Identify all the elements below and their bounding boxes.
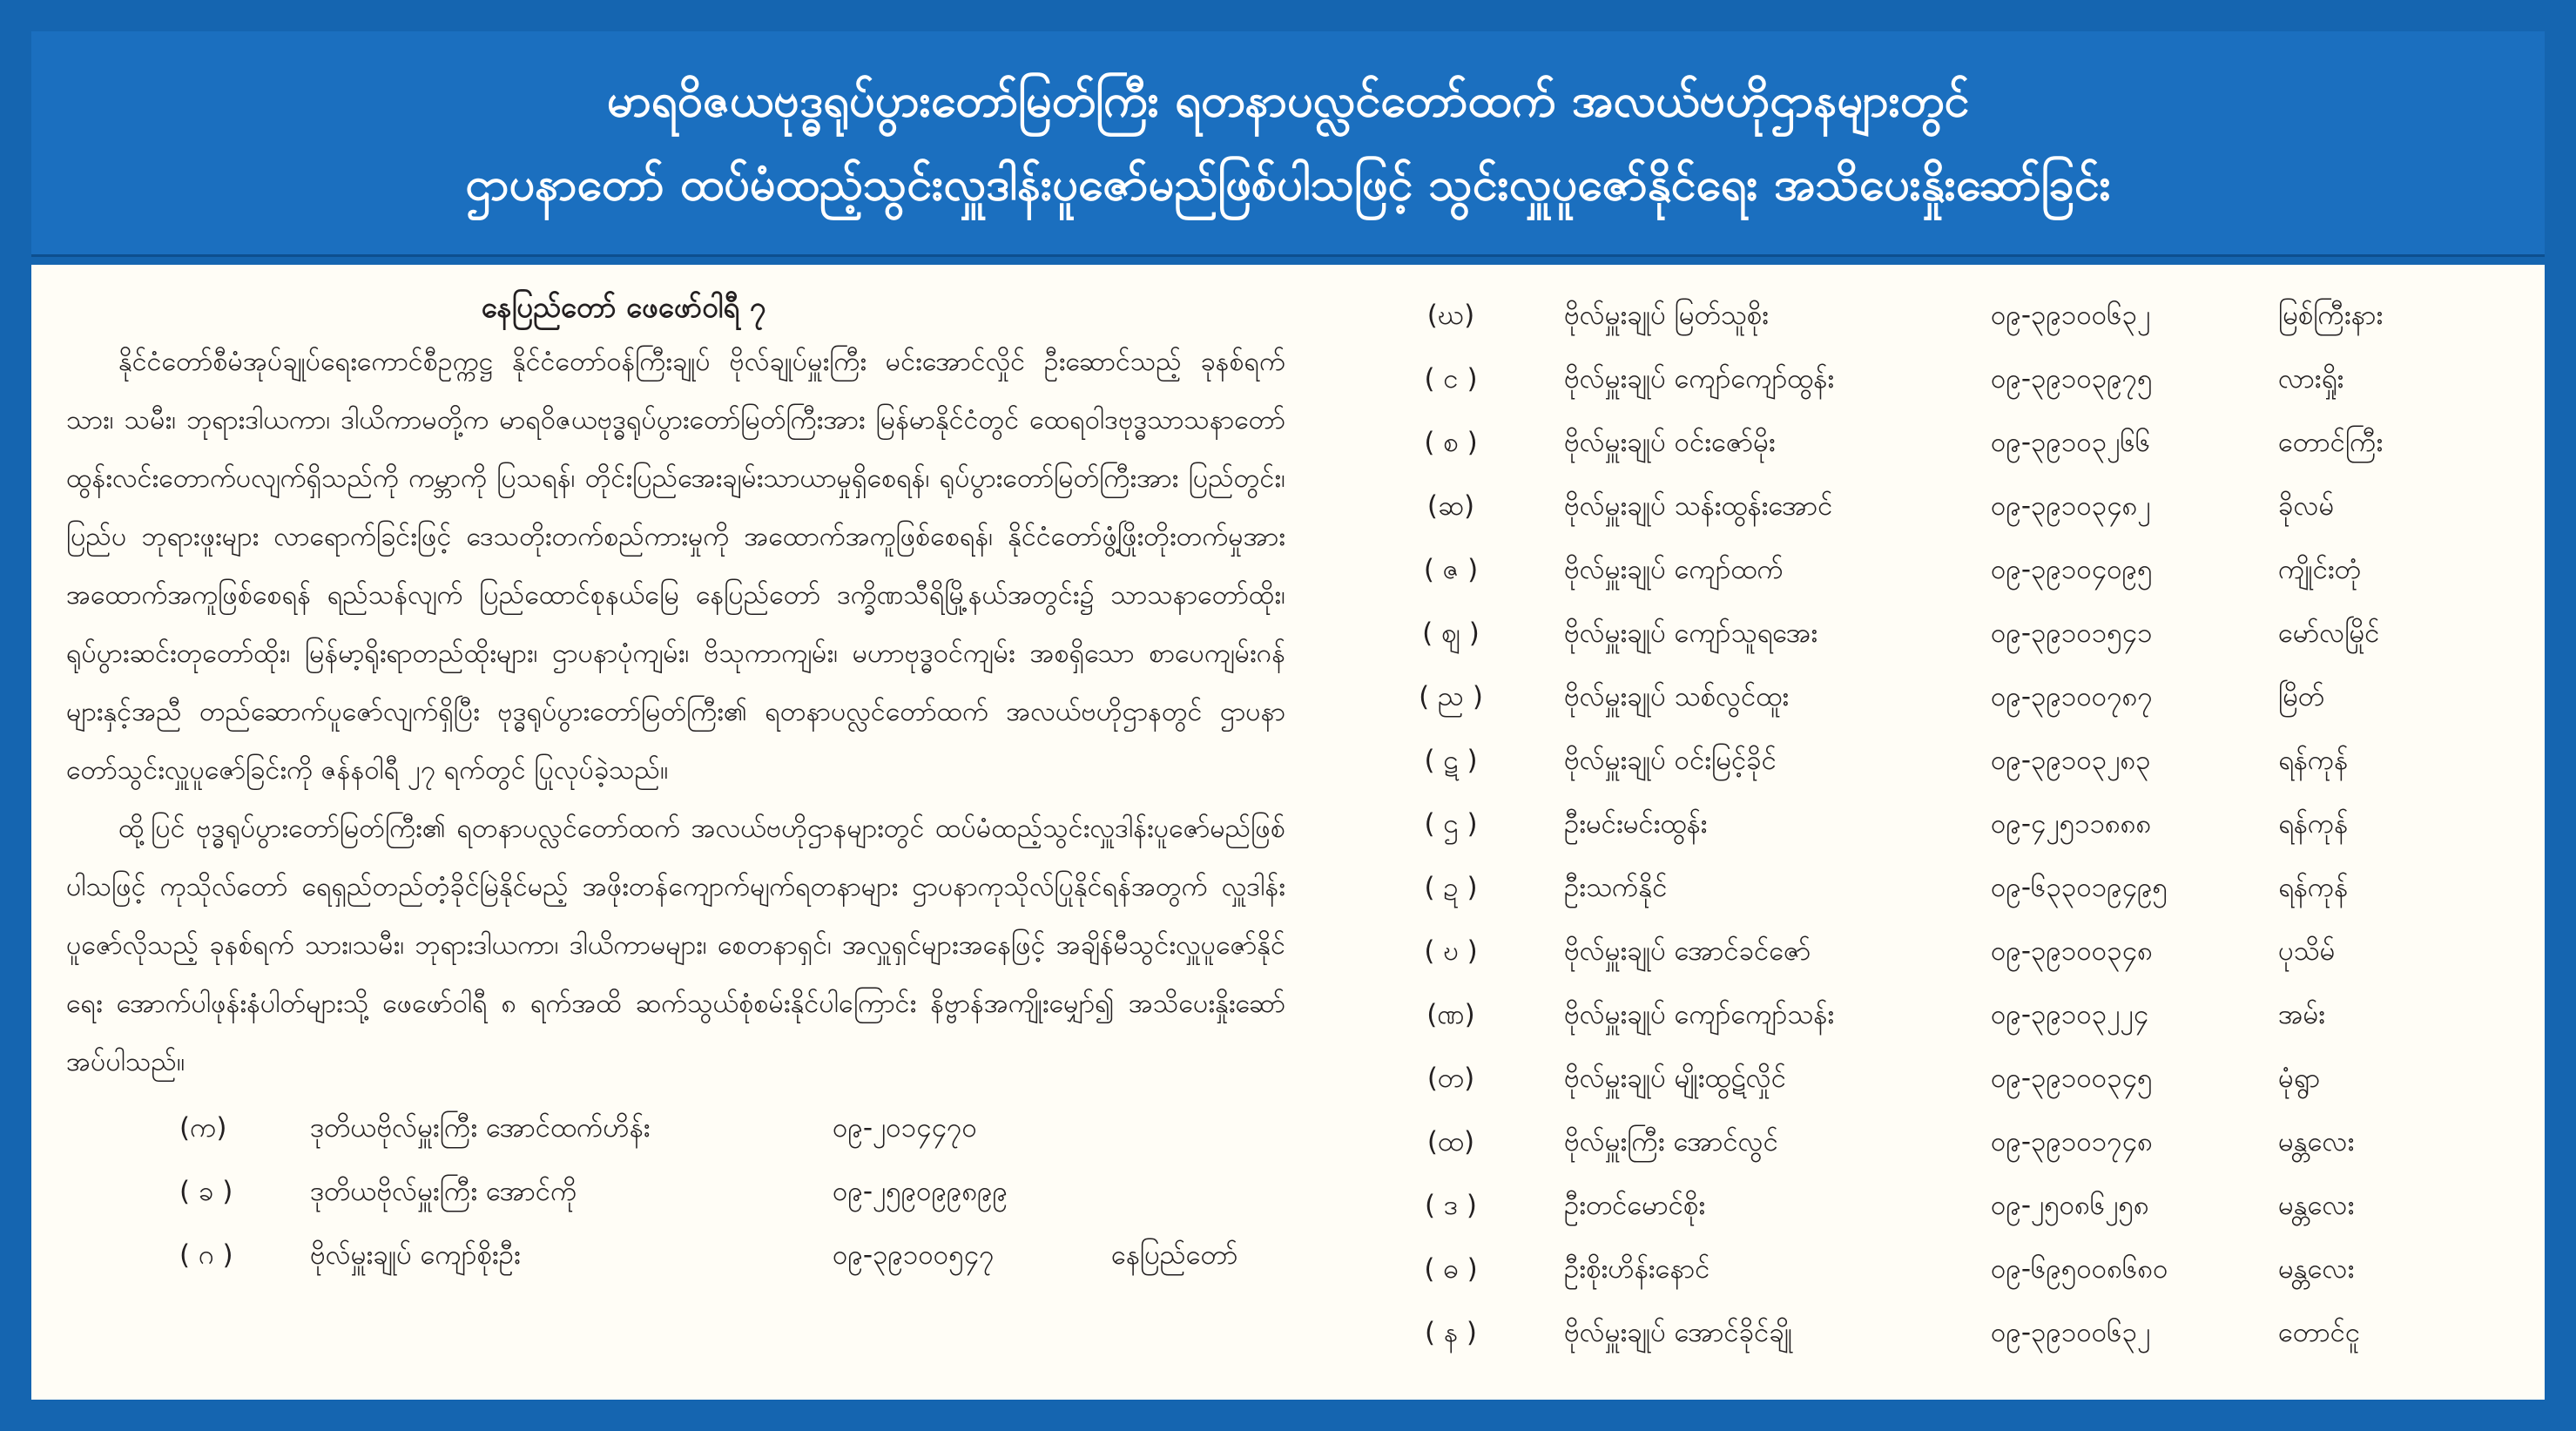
- contact-phone: ၀၉-၆၉၅၀၀၈၆၈၀: [1991, 1253, 2168, 1285]
- contact-phone: ၀၉-၄၂၅၁၁၈၈၈: [1991, 808, 2152, 840]
- contact-phone: ၀၉-၃၉၁၀၁၅၄၁: [1991, 618, 2153, 649]
- contact-phone: ၀၉-၃၉၁၀၃၄၈၂: [1991, 490, 2151, 522]
- contact-name: ဗိုလ်မှူးချုပ် သစ်လွင်ထူး: [1564, 681, 1790, 712]
- contact-name: ဦးစိုးဟိန်းနောင်: [1564, 1253, 1710, 1285]
- contact-label: (တ): [1426, 1063, 1475, 1094]
- contact-row: [1390, 729, 2522, 793]
- contact-row: [1390, 602, 2522, 665]
- contact-phone: ၀၉-၃၉၁၀၀၆၃၂: [1991, 300, 2151, 331]
- contact-phone: ၀၉-၃၉၁၀၀၅၄၇: [833, 1239, 995, 1271]
- contact-name: ဒုတိယဗိုလ်မှူးကြီး အောင်ထက်ဟိန်း: [310, 1112, 651, 1144]
- contact-row: [1390, 475, 2522, 538]
- contact-label: (ထ): [1426, 1126, 1475, 1158]
- title-banner: [31, 31, 2545, 257]
- contact-row: [1390, 983, 2522, 1047]
- contact-row: [1390, 665, 2522, 729]
- contact-name: ဗိုလ်မှူးချုပ် ဝင်းမြင့်ခိုင်: [1564, 745, 1777, 776]
- contact-label: ( ဌ ): [1424, 808, 1478, 840]
- contact-row: [1390, 1238, 2522, 1301]
- title-line-1: မာရဝိဇယဗုဒ္ဓရုပ်ပွားတော်မြတ်ကြီး ရတနာပလ္လင်တော်ထက် အလယ်ဗဟိုဌာနများတွင်: [606, 75, 1970, 127]
- contact-phone: ၀၉-၂၅၉၀၉၉၈၉၉: [833, 1176, 1008, 1207]
- contact-phone: ၀၉-၃၉၁၀၀၆၃၂: [1991, 1317, 2151, 1348]
- contact-row: [1390, 856, 2522, 920]
- announcement-body: [31, 265, 2545, 1400]
- contact-phone: ၀၉-၃၉၁၀၀၇၈၇: [1991, 681, 2153, 712]
- contact-place: အမ်း: [2278, 999, 2326, 1030]
- contact-phone: ၀၉-၃၉၁၀၃၂၈၃: [1991, 745, 2151, 776]
- left-contact-list: [66, 1097, 1285, 1287]
- contact-label: (က): [179, 1112, 227, 1144]
- contact-label: ( င ): [1424, 363, 1478, 395]
- contact-label: ( ဓ ): [1424, 1253, 1478, 1285]
- contact-label: ( ဈ ): [1422, 618, 1480, 649]
- contact-phone: ၀၉-၃၉၁၀၀၃၄၈: [1991, 935, 2153, 967]
- contact-place: ပုသိမ်: [2278, 935, 2336, 967]
- contact-label: ( ခ ): [179, 1176, 233, 1207]
- contact-name: ဗိုလ်မှူးကြီး အောင်လွင်: [1564, 1126, 1778, 1158]
- contact-phone: ၀၉-၂၀၁၄၄၇၀: [833, 1112, 977, 1144]
- contact-place: မြိတ်: [2278, 681, 2325, 712]
- contact-row: [1390, 1174, 2522, 1238]
- contact-row: [1390, 284, 2522, 348]
- contact-label: ( ည ): [1419, 681, 1483, 712]
- contact-place: လားရှိုး: [2278, 363, 2344, 395]
- contact-place: ကျိုင်းတုံ: [2278, 554, 2361, 585]
- contact-label: ( ဇ ): [1423, 554, 1479, 585]
- contact-name: ဗိုလ်မှူးချုပ် ကျော်ထက်: [1564, 554, 1784, 585]
- contact-label: ( ဒ ): [1424, 1190, 1478, 1221]
- contact-label: ( န ): [1425, 1317, 1477, 1348]
- contact-name: ဗိုလ်မှူးချုပ် ကျော်စိုးဦး: [310, 1239, 521, 1271]
- title-line-2: ဌာပနာတော် ထပ်မံထည့်သွင်းလှူဒါန်းပူဇော်မည်ဖြစ်ပါသဖြင့် သွင်းလှူပူဇော်နိုင်ရေး အသိပေးနှိုးဆော်ခြင်း: [465, 159, 2111, 211]
- contact-name: ဗိုလ်မှူးချုပ် ဝင်းဇော်မိုး: [1564, 427, 1776, 458]
- contact-name: ဗိုလ်မှူးချုပ် မြတ်သူစိုး: [1564, 300, 1770, 331]
- contact-place: ရန်ကုန်: [2278, 808, 2349, 840]
- contact-name: ဗိုလ်မှူးချုပ် အောင်ခင်ဇော်: [1564, 935, 1811, 967]
- contact-row: [1390, 920, 2522, 983]
- contact-label: ( ဎ ): [1424, 935, 1478, 967]
- contact-name: ဦးသက်နိုင်: [1564, 872, 1668, 903]
- contact-phone: ၀၉-၃၉၁၀၃၉၇၅: [1991, 363, 2153, 395]
- contact-label: (ဏ): [1426, 999, 1475, 1030]
- contact-row: [1390, 1301, 2522, 1365]
- contact-place: မော်လမြိုင်: [2278, 618, 2380, 649]
- contact-row: [1390, 1110, 2522, 1174]
- contact-place: ရန်ကုန်: [2278, 745, 2349, 776]
- contact-row: [1390, 1047, 2522, 1110]
- contact-label: ( ဋ ): [1424, 745, 1478, 776]
- contact-row: [66, 1160, 1285, 1224]
- contact-phone: ၀၉-၆၃၃၀၁၉၄၉၅: [1991, 872, 2168, 903]
- contact-phone: ၀၉-၃၉၁၀၃၂၂၄: [1991, 999, 2149, 1030]
- contact-phone: ၀၉-၃၉၁၀၃၂၆၆: [1991, 427, 2151, 458]
- contact-row: [66, 1224, 1285, 1287]
- contact-name: ဦးတင်မောင်စိုး: [1564, 1190, 1706, 1221]
- contact-place: မန္တလေး: [2278, 1190, 2355, 1221]
- contact-row: [66, 1097, 1285, 1160]
- contact-phone: ၀၉-၃၉၁၀၁၇၄၈: [1991, 1126, 2153, 1158]
- contact-phone: ၀၉-၃၉၁၀၀၃၄၅: [1991, 1063, 2153, 1094]
- contact-row: [1390, 793, 2522, 856]
- contact-name: ဗိုလ်မှူးချုပ် ကျော်ကျော်ထွန်း: [1564, 363, 1835, 395]
- contact-place: မြစ်ကြီးနား: [2278, 300, 2384, 331]
- contact-place: နေပြည်တော်: [1111, 1239, 1238, 1271]
- contact-name: ဗိုလ်မှူးချုပ် အောင်ခိုင်ချို: [1564, 1317, 1793, 1348]
- contact-phone: ၀၉-၂၅၀၈၆၂၅၈: [1991, 1190, 2149, 1221]
- contact-place: ခိုလမ်: [2278, 490, 2335, 522]
- dateline: နေပြည်တော် ဖေဖော်ဝါရီ ၇: [481, 290, 766, 324]
- contact-label: (ဃ): [1426, 300, 1475, 331]
- contact-place: မန္တလေး: [2278, 1126, 2355, 1158]
- contact-row: [1390, 411, 2522, 475]
- contact-phone: ၀၉-၃၉၁၀၄၀၉၅: [1991, 554, 2153, 585]
- contact-label: ( စ ): [1424, 427, 1478, 458]
- contact-name: ဗိုလ်မှူးချုပ် သန်းထွန်းအောင်: [1564, 490, 1833, 522]
- contact-place: မုံရွာ: [2278, 1063, 2321, 1094]
- contact-name: ဒုတိယဗိုလ်မှူးကြီး အောင်ကို: [310, 1176, 577, 1207]
- contact-place: ရန်ကုန်: [2278, 872, 2349, 903]
- contact-place: တောင်ငူ: [2278, 1317, 2361, 1348]
- paragraph-1: နိုင်ငံတော်စီမံအုပ်ချုပ်ရေးကောင်စီဥက္ကဋ္ဌ နိုင်ငံတော်ဝန်ကြီးချုပ် ဗိုလ်ချုပ်မှူးကြီး မင်းအောင်လှိုင် ဦးဆောင်သည့် ခုနစ်ရက် သား၊ သမီး၊ ဘုရားဒါယကာ၊ ဒါယိကာမတို့က မာရဝိဇယဗုဒ္ဓရုပ်ပွားတော်မြတ်ကြီးအား မြန်မာနိုင်ငံတွင် ထေရဝါဒဗုဒ္ဓသာသနာတော် ထွန်းလင်းတောက်ပလျက်ရှိသည်ကို ကမ္ဘာကို ပြသရန်၊ တိုင်းပြည်အေးချမ်းသာယာမှုရှိစေရန်၊ ရုပ်ပွားတော်မြတ်ကြီးအား ပြည်တွင်း၊ ပြည်ပ ဘုရားဖူးများ လာရောက်ခြင်းဖြင့် ဒေသတိုးတက်စည်ကားမှုကို အထောက်အကူဖြစ်စေရန်၊ နိုင်ငံတော်ဖွံ့ဖြိုးတိုးတက်မှုအား အထောက်အကူဖြစ်စေရန် ရည်သန်လျက် ပြည်ထောင်စုနယ်မြေ နေပြည်တော် ဒက္ခိဏသီရိမြို့နယ်အတွင်း၌ သာသနာတော်ထိုး၊ ရုပ်ပွားဆင်းတုတော်ထိုး၊ မြန်မာ့ရိုးရာတည်ထိုးများ၊ ဌာပနာပုံကျမ်း၊ ဗိသုကာကျမ်း၊ မဟာဗုဒ္ဓဝင်ကျမ်း အစရှိသော စာပေကျမ်းဂန်များနှင့်အညီ တည်ဆောက်ပူဇော်လျက်ရှိပြီး ဗုဒ္ဓရုပ်ပွားတော်မြတ်ကြီး၏ ရတနာပလ္လင်တော်ထက် အလယ်ဗဟိုဌာနတွင် ဌာပနာတော်သွင်းလှူပူဇော်ခြင်းကို ဇန်နဝါရီ ၂၇ ရက်တွင် ပြုလုပ်ခဲ့သည်။: [66, 347, 1285, 786]
- contact-label: ( ဍ ): [1424, 872, 1478, 903]
- contact-name: ဗိုလ်မှူးချုပ် ကျော်သူရအေး: [1564, 618, 1818, 649]
- left-column: [66, 282, 1285, 1388]
- contact-name: ဦးမင်းမင်းထွန်း: [1564, 808, 1708, 840]
- contact-label: ( ဂ ): [179, 1239, 233, 1271]
- contact-label: (ဆ): [1426, 490, 1475, 522]
- paragraph-2: ထို့ပြင် ဗုဒ္ဓရုပ်ပွားတော်မြတ်ကြီး၏ ရတနာပလ္လင်တော်ထက် အလယ်ဗဟိုဌာနများတွင် ထပ်မံထည့်သွင်းလှူဒါန်းပူဇော်မည်ဖြစ်ပါသဖြင့် ကုသိုလ်တော် ရေရှည်တည်တံ့ခိုင်မြဲနိုင်မည့် အဖိုးတန်ကျောက်မျက်ရတနာများ ဌာပနာကုသိုလ်ပြုနိုင်ရန်အတွက် လှူဒါန်းပူဇော်လိုသည့် ခုနစ်ရက် သား၊သမီး၊ ဘုရားဒါယကာ၊ ဒါယိကာမများ၊ စေတနာရှင်၊ အလှူရှင်များအနေဖြင့် အချိန်မီသွင်းလှူပူဇော်နိုင်ရေး အောက်ပါဖုန်းနံပါတ်များသို့ ဖေဖော်ဝါရီ ၈ ရက်အထိ ဆက်သွယ်စုံစမ်းနိုင်ပါကြောင်း နိဗ္ဗာန်အကျိုးမျှော်၍ အသိပေးနှိုးဆော်အပ်ပါသည်။: [66, 813, 1285, 1077]
- contact-row: [1390, 538, 2522, 602]
- contact-name: ဗိုလ်မှူးချုပ် ကျော်ကျော်သန်း: [1564, 999, 1835, 1030]
- contact-name: ဗိုလ်မှူးချုပ် မျိုးထွဋ်လှိုင်: [1564, 1063, 1787, 1094]
- contact-row: [1390, 348, 2522, 411]
- contact-place: တောင်ကြီး: [2278, 427, 2384, 458]
- right-contact-list: [1390, 284, 2522, 1390]
- contact-place: မန္တလေး: [2278, 1253, 2355, 1285]
